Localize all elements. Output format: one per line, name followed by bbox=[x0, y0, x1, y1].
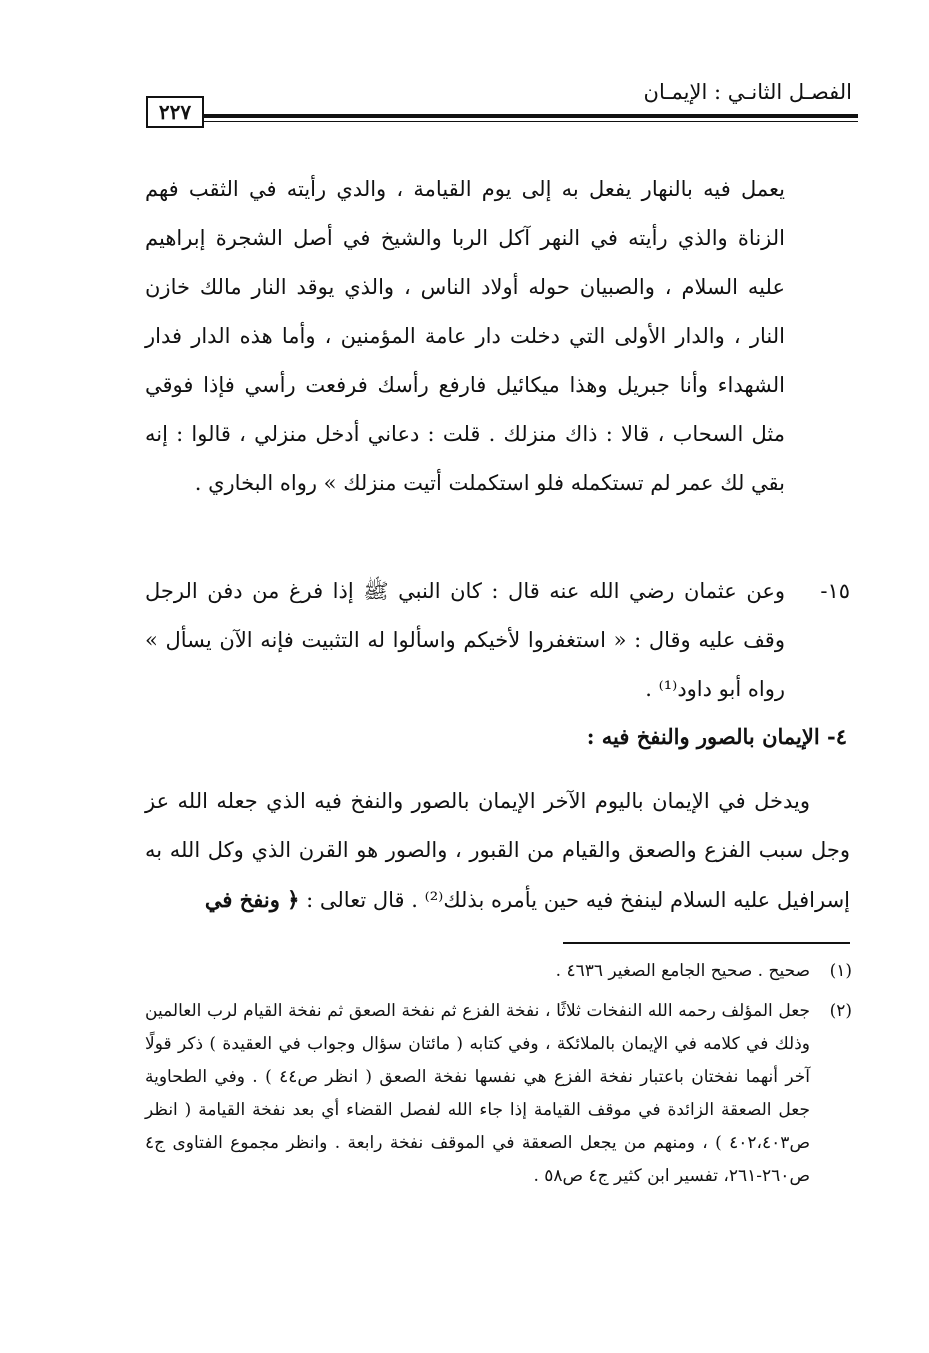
item-number-15: ١٥- bbox=[820, 579, 850, 603]
paragraph-trumpet bbox=[145, 777, 850, 925]
page-number: ٢٢٧ bbox=[146, 96, 204, 128]
section-heading: ٤- الإيمان بالصور والنفخ فيه : bbox=[586, 724, 847, 749]
paragraph-hadith-15: وعن عثمان رضي الله عنه قال : كان النبي ﷺ إذا فرغ من دفن الرجل وقف عليه وقال : « استغفروا لأخيكم واسألوا له التثبيت فإنه الآن يسأل » رواه أبو داود⁽¹⁾ . bbox=[145, 579, 785, 701]
header-rule-thick bbox=[204, 114, 858, 118]
footnote-2: جعل المؤلف رحمه الله النفخات ثلاثًا ، نفخة الفزع ثم نفخة الصعق ثم نفخة القيام لرب العالمين وذلك في كلامه في الإيمان بالملائكة ، وفي كتابه ( مائتان سؤال وجواب في العقيدة ) ذكر قولًا آخر أنهما نفختان باعتبار نفخة الفزع هي نفسها نفخة الصعق ( انظر ص٤٤ ) . وفي الطحاوية جعل الصعقة الزائدة في موقف القيامة إذا جاء الله لفصل القضاء أي بعد نفخة القيامة ( انظر ص٤٠٢،٤٠٣ ) ، ومنهم من يجعل الصعقة في الموقف نفخة رابعة . وانظر مجموع الفتاوى ج٤ ص٢٦٠-٢٦١، تفسير ابن كثير ج٤ ص٥٨ . bbox=[145, 1001, 811, 1186]
page-header bbox=[138, 62, 858, 142]
chapter-title: الفصـل الثانـي : الإيمـان bbox=[643, 80, 852, 104]
footnote-number: (١) bbox=[829, 961, 852, 981]
footnote-separator bbox=[563, 942, 850, 944]
paragraph-trumpet-text: ويدخل في الإيمان باليوم الآخر الإيمان بالصور والنفخ فيه الذي جعله الله عز وجل سبب الفزع والصعق والقيام من القبور ، والصور هو القرن الذي وكل الله به إسرافيل عليه السلام لينفخ فيه حين يأمره بذلك⁽²⁾ . قال تعالى : bbox=[145, 789, 850, 912]
footnote-1: صحيح . صحيح الجامع الصغير ٤٦٣٦ . bbox=[555, 961, 810, 981]
header-rule-thin bbox=[204, 121, 858, 122]
paragraph-hadith-continuation: يعمل فيه بالنهار يفعل به إلى يوم القيامة ، والدي رأيته في الثقب فهم الزناة والذي رأيته في النهر آكل الربا والشيخ في أصل الشجرة إبراهيم عليه السلام ، والصبيان حوله أولاد الناس ، والذي يوقد النار مالك خازن النار ، والدار الأولى التي دخلت دار عامة المؤمنين ، وأما هذه الدار فدار الشهداء وأنا جبريل وهذا ميكائيل فارفع رأسك فرفعت رأسي فإذا فوقي مثل السحاب ، قالا : ذاك منزلك . قلت : دعاني أدخل منزلي ، قالوا : إنه بقي لك عمر لم تستكمله فلو استكملت أتيت منزلك » رواه البخاري . bbox=[145, 177, 785, 495]
footnote-number: (٢) bbox=[829, 1001, 852, 1021]
quran-quote-start: ﴿ ونفخ في bbox=[204, 887, 300, 912]
